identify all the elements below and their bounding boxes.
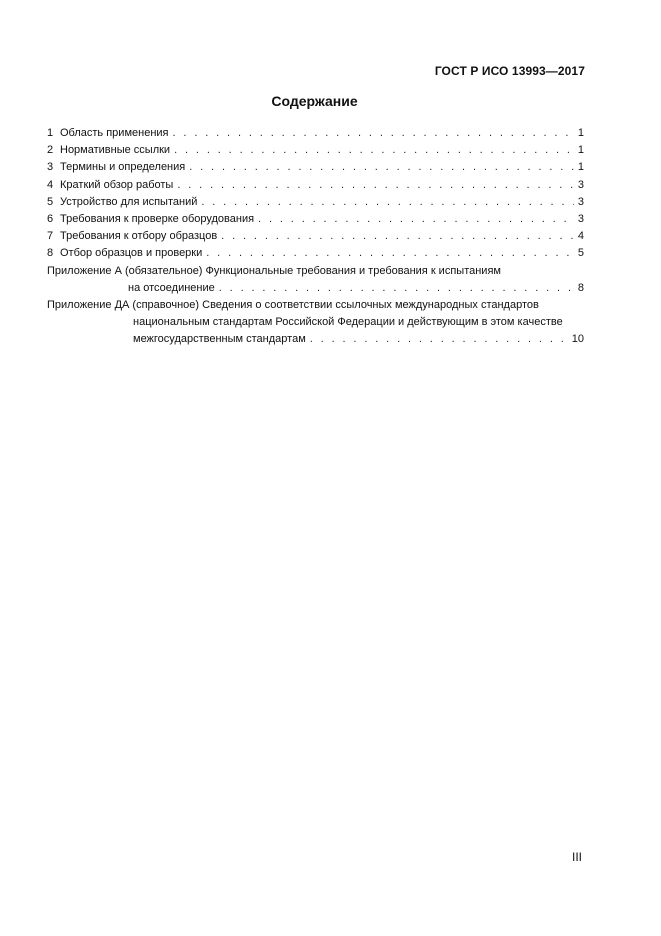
toc-entry-page: 3 (577, 212, 584, 225)
table-of-contents (47, 125, 584, 348)
toc-annex-a-continuation[interactable] (47, 280, 584, 297)
document-id-header: ГОСТ Р ИСО 13993—2017 (434, 64, 585, 78)
toc-entry[interactable] (47, 125, 584, 142)
dot-leader (189, 159, 574, 176)
toc-entry-number: 2 (47, 144, 54, 157)
toc-entry-label: Отбор образцов и проверки (60, 247, 203, 260)
toc-entry-page: 3 (577, 195, 584, 208)
toc-entry-number: 8 (47, 247, 54, 260)
toc-entry[interactable] (47, 142, 584, 159)
toc-annex-da-page: 10 (571, 333, 584, 346)
toc-entry-page: 5 (577, 247, 584, 260)
toc-entry-label: Краткий обзор работы (60, 178, 174, 191)
toc-entry[interactable] (47, 194, 584, 211)
toc-entry-page: 4 (577, 230, 584, 243)
toc-entry-number: 6 (47, 212, 54, 225)
dot-leader (258, 211, 574, 228)
toc-annex-da-line3: межгосударственным стандартам (133, 333, 306, 346)
toc-entry-label: Область применения (60, 127, 169, 139)
toc-annex-a-title[interactable] (47, 263, 584, 280)
dot-leader (219, 280, 574, 297)
toc-entry-page: 3 (577, 178, 584, 191)
toc-entry[interactable] (47, 228, 584, 245)
dot-leader (201, 194, 574, 211)
toc-entry[interactable] (47, 177, 584, 194)
dot-leader (173, 125, 574, 142)
toc-annex-a-page: 8 (577, 281, 584, 294)
toc-entry-label: Нормативные ссылки (60, 144, 171, 157)
dot-leader (206, 245, 574, 262)
toc-annex-a-line2: на отсоединение (128, 281, 215, 294)
dot-leader (174, 142, 574, 159)
toc-entry-label: Требования к проверке оборудования (60, 212, 255, 225)
toc-entry-number: 5 (47, 195, 54, 208)
dot-leader (221, 228, 574, 245)
toc-entry-number: 3 (47, 161, 54, 174)
toc-entry-number: 1 (47, 127, 54, 139)
toc-entry[interactable] (47, 159, 584, 176)
toc-entry-page: 1 (577, 161, 584, 174)
toc-entry-number: 4 (47, 178, 54, 191)
toc-annex-da-title[interactable] (47, 297, 584, 314)
dot-leader (177, 177, 574, 194)
toc-entry-label: Устройство для испытаний (60, 195, 198, 208)
toc-entry-label: Термины и определения (60, 161, 186, 174)
toc-entry-label: Требования к отбору образцов (60, 230, 218, 243)
toc-title: Содержание (271, 93, 358, 109)
toc-annex-da-continuation[interactable] (47, 331, 584, 348)
dot-leader (310, 331, 568, 348)
toc-entry[interactable] (47, 211, 584, 228)
toc-annex-a-line1: Приложение А (обязательное) Функциональные требования и требования к испытаниям (47, 264, 501, 277)
toc-entry-number: 7 (47, 230, 54, 243)
page-number: III (572, 850, 583, 864)
toc-annex-da-line2: национальным стандартам Российской Федерации и действующим в этом качестве (133, 316, 563, 329)
toc-entry[interactable] (47, 245, 584, 262)
toc-entry-page: 1 (577, 144, 584, 157)
toc-annex-da-line1: Приложение ДА (справочное) Сведения о соответствии ссылочных международных стандартов (47, 298, 539, 311)
toc-annex-da-continuation[interactable] (47, 314, 584, 331)
toc-entry-page: 1 (577, 127, 584, 139)
